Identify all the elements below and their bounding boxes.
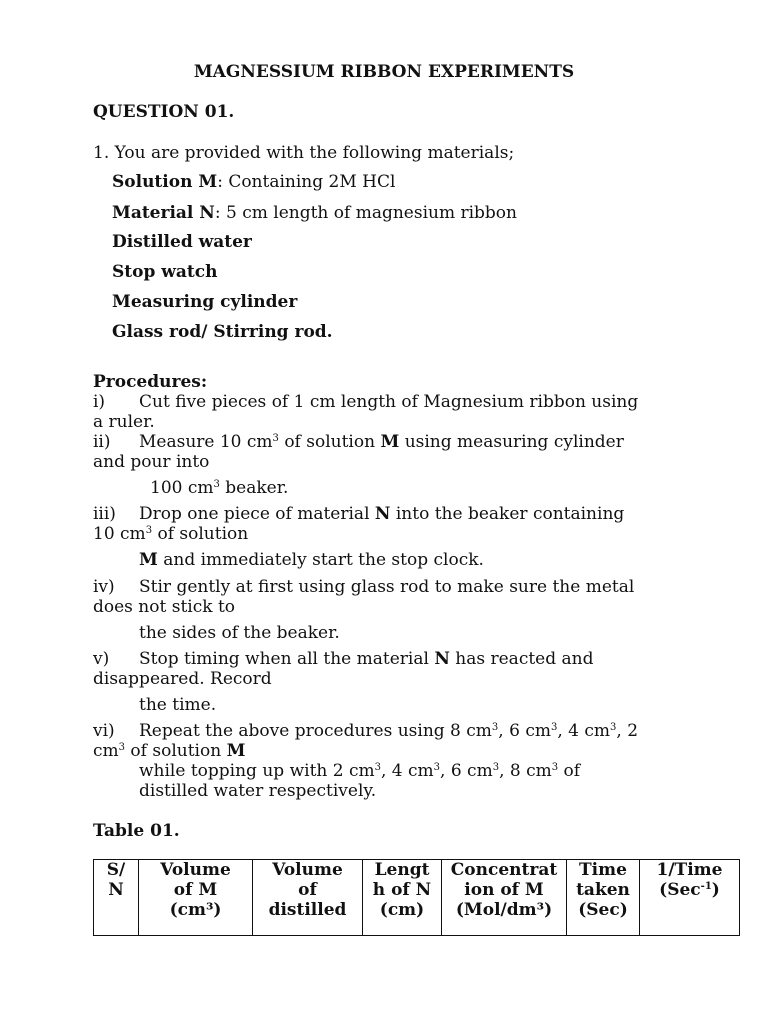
- step-iii-line3: M and immediately start the stop clock.: [139, 550, 484, 570]
- material-item-material-n: Material N: 5 cm length of magnesium ribbon: [112, 203, 517, 223]
- step-iv-line3: the sides of the beaker.: [139, 623, 340, 643]
- step-v-line3: the time.: [139, 695, 217, 715]
- header-reciprocal-time: 1/Time (Sec$^{-1}$): [640, 860, 740, 936]
- material-item-measuring-cylinder: Measuring cylinder: [112, 292, 298, 312]
- step-i-line2: a ruler.: [93, 412, 155, 432]
- data-table: [93, 859, 740, 936]
- material-item-glass-rod: Glass rod/ Stirring rod.: [112, 322, 333, 342]
- procedures-heading: Procedures:: [93, 372, 208, 392]
- header-concentration: Concentrat ion of M (Mol/dm³): [442, 860, 567, 936]
- table-heading: Table 01.: [93, 821, 180, 841]
- question-heading: QUESTION 01.: [93, 102, 235, 122]
- step-vi-line1: vi) Repeat the above procedures using 8 $cm^3$, 6 $cm^3$, 4 $cm^3$, 2: [93, 721, 639, 741]
- step-vi-line2: $cm^3$ of solution M: [93, 741, 246, 761]
- step-v-line2: disappeared. Record: [93, 669, 272, 689]
- step-iv-line2: does not stick to: [93, 597, 236, 617]
- step-iii-line2: 10 $cm^3$ of solution: [93, 524, 249, 544]
- table-header-row: [94, 860, 740, 936]
- header-volume-distilled: Volume of distilled: [253, 860, 363, 936]
- header-sn: S/ N: [94, 860, 139, 936]
- header-time-taken: Time taken (Sec): [567, 860, 640, 936]
- step-vi-line3: while topping up with 2 $cm^3$, 4 $cm^3$, 6 $cm^3$, 8 $cm^3$ of: [139, 761, 581, 781]
- intro-text: 1. You are provided with the following materials;: [93, 143, 515, 163]
- step-ii-line2: and pour into: [93, 452, 210, 472]
- header-length-n: Lengt h of N (cm): [363, 860, 442, 936]
- material-item-stop-watch: Stop watch: [112, 262, 218, 282]
- step-i-line1: i) Cut five pieces of 1 cm length of Magnesium ribbon using: [93, 392, 639, 412]
- step-iii-line1: iii) Drop one piece of material N into the beaker containing: [93, 504, 625, 524]
- step-v-line1: v) Stop timing when all the material N has reacted and: [93, 649, 594, 669]
- header-volume-m: Volume of M (cm³): [139, 860, 253, 936]
- material-item-distilled-water: Distilled water: [112, 232, 252, 252]
- document-title: MAGNESSIUM RIBBON EXPERIMENTS: [193, 62, 575, 82]
- step-vi-line4: distilled water respectively.: [139, 781, 377, 801]
- step-ii-line1: ii) Measure 10 $cm^3$ of solution M using measuring cylinder: [93, 432, 624, 452]
- material-item-solution-m: Solution M: Containing 2M HCl: [112, 172, 396, 192]
- step-iv-line1: iv) Stir gently at first using glass rod to make sure the metal: [93, 577, 635, 597]
- step-ii-line3: 100 $cm^3$ beaker.: [150, 478, 289, 498]
